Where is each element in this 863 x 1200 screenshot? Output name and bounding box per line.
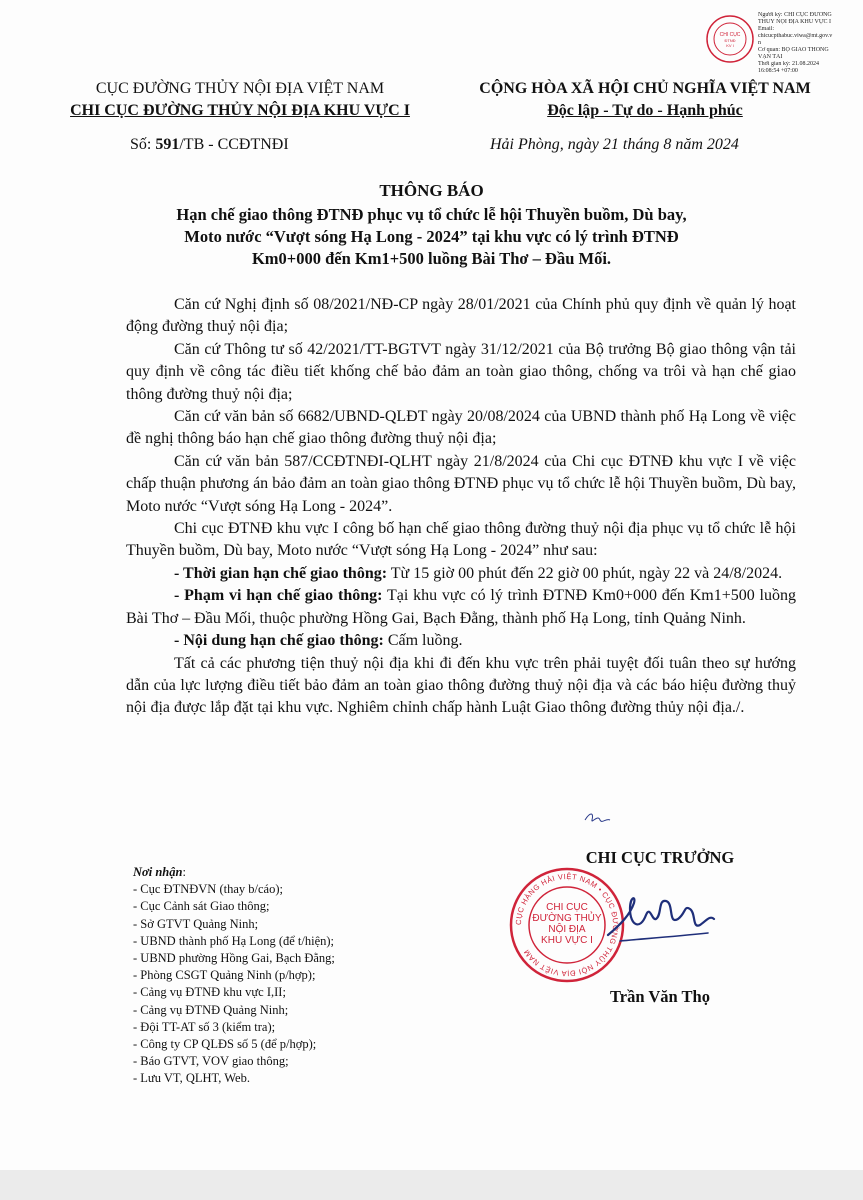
document-title: THÔNG BÁO bbox=[379, 181, 484, 200]
recipient-item: - Cảng vụ ĐTNĐ khu vực I,II; bbox=[133, 985, 286, 1000]
svg-text:ĐTNĐ: ĐTNĐ bbox=[724, 38, 736, 43]
handwritten-signature-icon bbox=[600, 885, 720, 955]
document-number: Số: 591/TB - CCĐTNĐI bbox=[130, 136, 289, 153]
bottom-margin bbox=[0, 1170, 863, 1200]
nation-header bbox=[445, 78, 845, 122]
restriction-content: - Nội dung hạn chế giao thông: Cấm luồng. bbox=[174, 632, 463, 650]
agency-parent: CỤC ĐƯỜNG THỦY NỘI ĐỊA VIỆT NAM bbox=[95, 80, 385, 97]
digital-signature-line: THUỶ NỘI ĐỊA KHU VỰC I bbox=[758, 19, 832, 25]
digital-signature-line: Email: bbox=[758, 26, 774, 32]
restriction-scope: - Phạm vi hạn chế giao thông: Tại khu vực có lý trình ĐTNĐ Km0+000 đến Km1+500 luồng Bài Thơ – Đầu Mối, thuộc phường Hồng Gai, Bạch Đằng, thành phố Hạ Long, tỉnh Quảng Ninh. bbox=[126, 587, 796, 627]
initial-mark-icon bbox=[582, 808, 612, 828]
recipient-item: - Cục ĐTNĐVN (thay b/cáo); bbox=[133, 882, 283, 897]
recipients-heading: Nơi nhận: bbox=[133, 865, 186, 879]
digital-signature-line: Thời gian ký: 21.08.2024 bbox=[758, 61, 820, 67]
subtitle-line: Moto nước “Vượt sóng Hạ Long - 2024” tại khu vực có lý trình ĐTNĐ bbox=[184, 227, 679, 246]
recipient-item: - Báo GTVT, VOV giao thông; bbox=[133, 1054, 289, 1069]
recipient-item: - UBND thành phố Hạ Long (để t/hiện); bbox=[133, 933, 335, 948]
digital-signature-seal-icon bbox=[705, 14, 755, 64]
seal-center-line: KHU VỰC I bbox=[541, 935, 593, 946]
digital-signature-line: 16:08:54 +07:00 bbox=[758, 68, 798, 74]
recipient-item: - Cảng vụ ĐTNĐ Quảng Ninh; bbox=[133, 1002, 289, 1017]
recipient-item: - UBND phường Hồng Gai, Bạch Đằng; bbox=[133, 951, 335, 966]
signer-title: CHI CỤC TRƯỞNG bbox=[585, 848, 735, 867]
body-paragraph: Căn cứ văn bản số 6682/UBND-QLĐT ngày 20/08/2024 của UBND thành phố Hạ Long về việc đề nghị thông báo hạn chế giao thông đường thuỷ nội địa; bbox=[126, 408, 796, 448]
recipient-item: - Sở GTVT Quảng Ninh; bbox=[133, 916, 259, 931]
document-subtitle bbox=[80, 204, 783, 270]
recipient-item: - Cục Cảnh sát Giao thông; bbox=[133, 899, 270, 914]
nation-name: CỘNG HÒA XÃ HỘI CHỦ NGHĨA VIỆT NAM bbox=[479, 80, 811, 97]
restriction-time: - Thời gian hạn chế giao thông: Từ 15 giờ 00 phút đến 22 giờ 00 phút, ngày 22 và 24/8/2024. bbox=[174, 564, 783, 582]
body-paragraph: Căn cứ văn bản 587/CCĐTNĐI-QLHT ngày 21/8/2024 của Chi cục ĐTNĐ khu vực I về việc chấp thuận phương án bảo đảm an toàn giao thông ĐTNĐ phục vụ tổ chức lễ hội Thuyền buồm, Dù bay, Moto nước “Vượt sóng Hạ Long - 2024”. bbox=[126, 452, 796, 515]
digital-signature-line: Cơ quan: BỘ GIAO THÔNG bbox=[758, 47, 829, 53]
document-date: Hải Phòng, ngày 21 tháng 8 năm 2024 bbox=[490, 136, 739, 153]
digital-signature-info bbox=[758, 12, 858, 75]
seal-center-line: CHI CỤC bbox=[546, 902, 588, 913]
signer-name: Trần Văn Thọ bbox=[610, 987, 710, 1006]
body-paragraph: Căn cứ Thông tư số 42/2021/TT-BGTVT ngày 31/12/2021 của Bộ trưởng Bộ giao thông vận tải quy định về công tác điều tiết khống chế bảo đảm an toàn giao thông, chống va trôi và hạn chế giao thông đường thuỷ nội địa; bbox=[126, 340, 796, 403]
recipients-list bbox=[133, 864, 453, 1088]
body-paragraph: Căn cứ Nghị định số 08/2021/NĐ-CP ngày 28/01/2021 của Chính phủ quy định về quản lý hoạt động đường thuỷ nội địa; bbox=[126, 296, 796, 336]
closing-paragraph: Tất cả các phương tiện thuỷ nội địa khi đi đến khu vực trên phải tuyệt đối tuân theo sự hướng dẫn của lực lượng điều tiết bảo đảm an toàn giao thông đường thuỷ nội địa và các báo hiệu đường thuỷ nội địa được lắp đặt tại khu vực. Nghiêm chỉnh chấp hành Luật Giao thông đường thủy nội địa./. bbox=[126, 654, 796, 717]
svg-text:CỤC HÀNG HẢI VIỆT NAM • CỤC ĐƯ: CỤC HÀNG HẢI VIỆT NAM • CỤC ĐƯỜNG THỦY NỘI ĐỊA VIỆT NAM bbox=[513, 871, 621, 979]
digital-signature-line: chicucpthabuc.viwa@mt.gov.v bbox=[758, 33, 833, 39]
agency-name: CHI CỤC ĐƯỜNG THỦY NỘI ĐỊA KHU VỰC I bbox=[70, 102, 410, 119]
digital-signature-line: Người ký: CHI CỤC ĐƯỜNG bbox=[758, 12, 832, 18]
subtitle-line: Km0+000 đến Km1+500 luồng Bài Thơ – Đầu Mối. bbox=[251, 249, 612, 268]
seal-center-line: ĐƯỜNG THỦY bbox=[532, 913, 602, 924]
seal-center-line: NỘI ĐỊA bbox=[548, 924, 586, 935]
document-body bbox=[126, 294, 796, 720]
recipient-item: - Công ty CP QLĐS số 5 (để p/hợp); bbox=[133, 1037, 317, 1052]
svg-text:CHI CỤC: CHI CỤC bbox=[719, 32, 741, 38]
body-paragraph: Chi cục ĐTNĐ khu vực I công bố hạn chế giao thông đường thuỷ nội địa phục vụ tổ chức lễ hội Thuyền buồm, Dù bay, Moto nước “Vượt sóng Hạ Long - 2024” như sau: bbox=[126, 520, 796, 560]
recipient-item: - Đội TT-AT số 3 (kiểm tra); bbox=[133, 1019, 276, 1034]
svg-text:KV I: KV I bbox=[726, 43, 734, 48]
digital-signature-line: n bbox=[758, 40, 761, 46]
digital-signature-line: VẬN TẢI bbox=[758, 54, 783, 60]
recipient-item: - Lưu VT, QLHT, Web. bbox=[133, 1071, 250, 1086]
recipient-item: - Phòng CSGT Quảng Ninh (p/hợp); bbox=[133, 968, 316, 983]
subtitle-line: Hạn chế giao thông ĐTNĐ phục vụ tổ chức lễ hội Thuyền buồm, Dù bay, bbox=[176, 205, 687, 224]
nation-motto: Độc lập - Tự do - Hạnh phúc bbox=[547, 102, 743, 119]
agency-header bbox=[60, 78, 420, 122]
